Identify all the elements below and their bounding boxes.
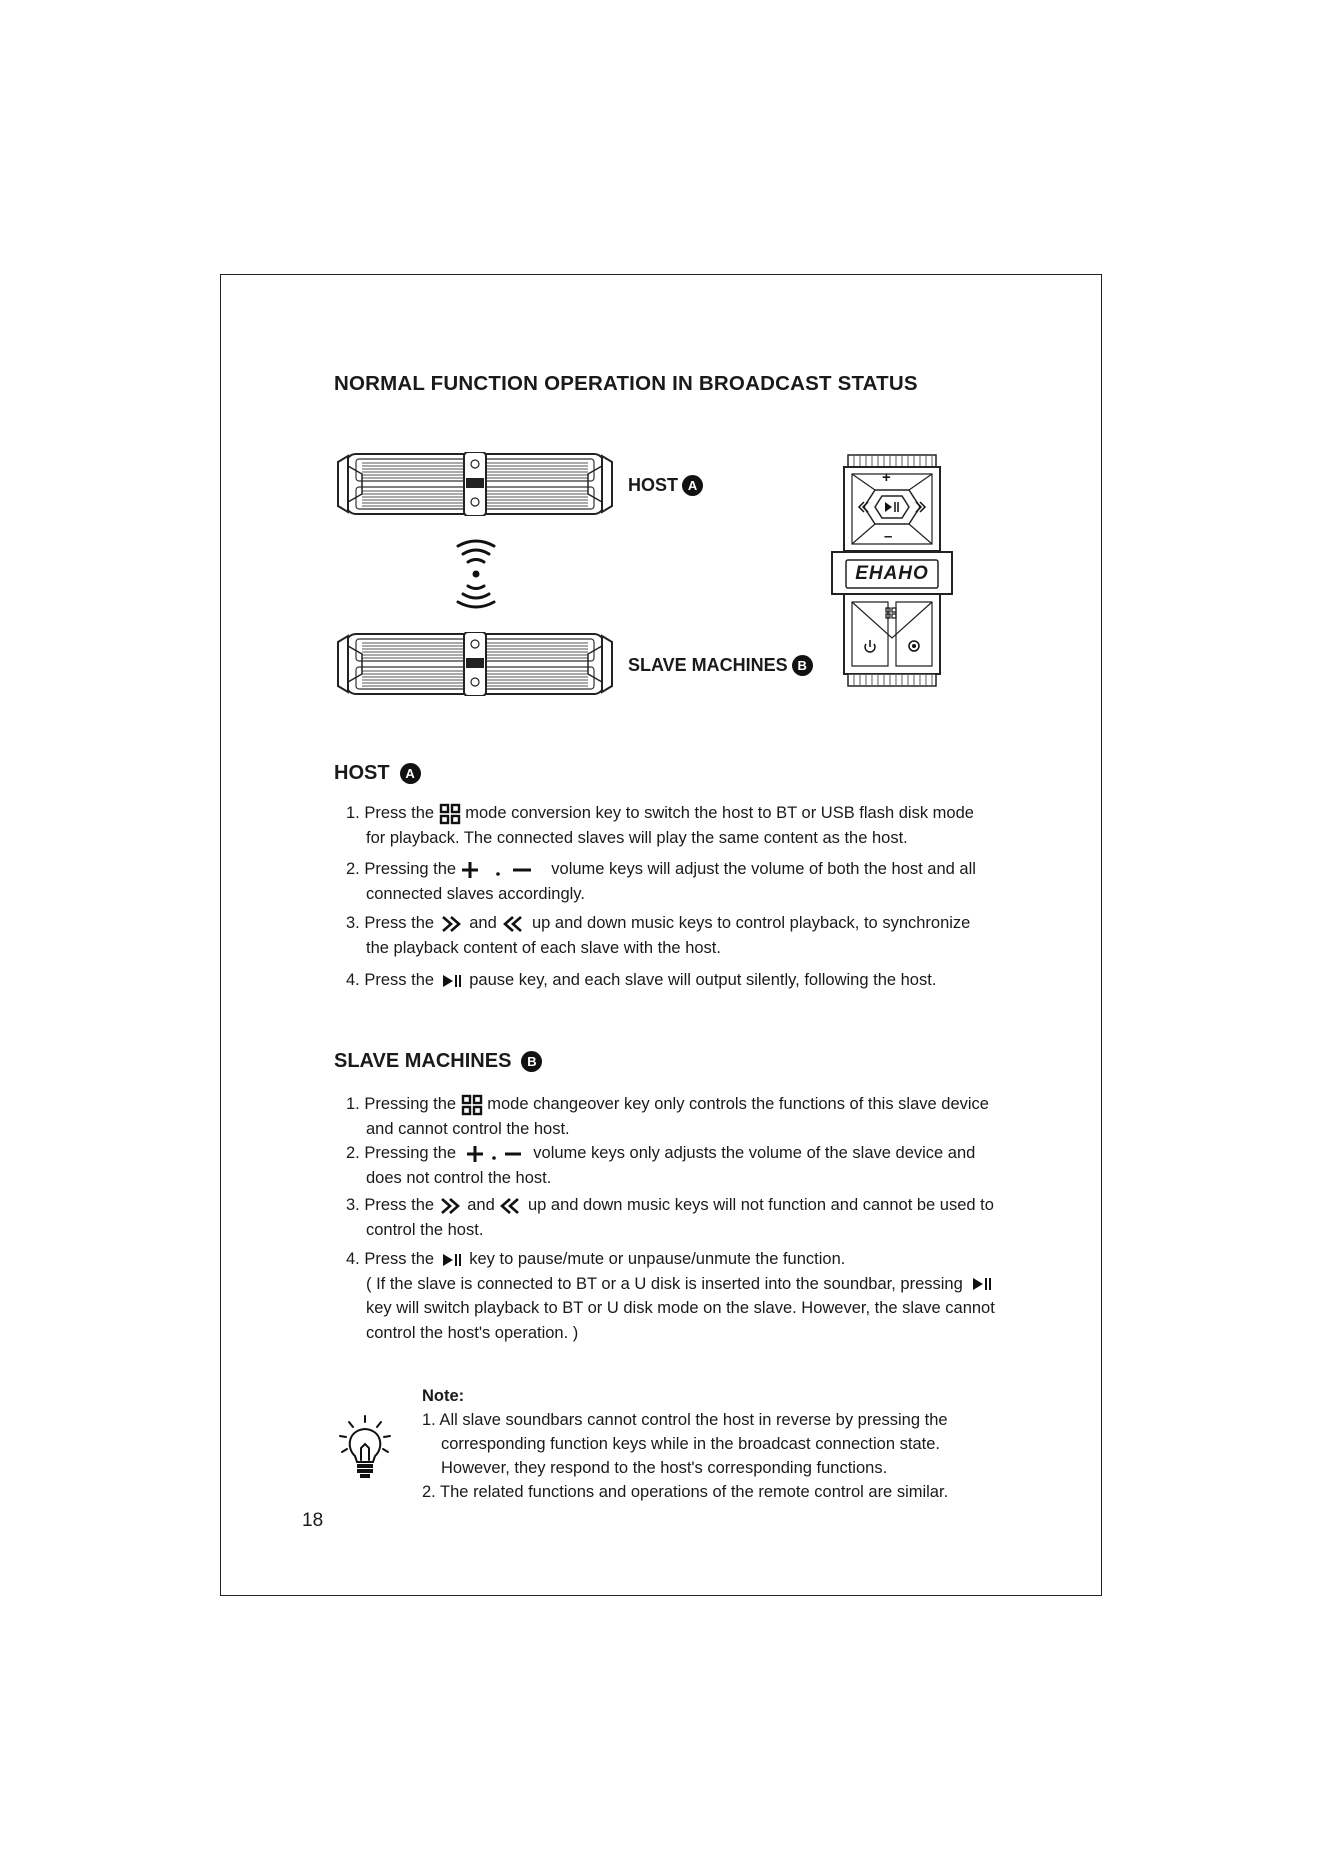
- page-title: NORMAL FUNCTION OPERATION IN BROADCAST STATUS: [334, 372, 918, 395]
- prev-icon: [499, 1196, 523, 1216]
- item-text: Pressing the: [364, 1144, 457, 1162]
- item-note-text: key will switch playback to BT or U disk mode on the slave. However, the slave cannot: [366, 1299, 995, 1317]
- item-text: Press the: [364, 804, 435, 822]
- play-pause-icon: [967, 1275, 993, 1293]
- note-line: corresponding function keys while in the broadcast connection state.: [441, 1435, 940, 1453]
- item-text: Pressing the: [364, 860, 457, 878]
- note-line: However, they respond to the host's corresponding functions.: [441, 1459, 888, 1477]
- panel-minus-label: –: [884, 528, 893, 545]
- host-soundbar-image: [334, 452, 616, 516]
- slave-item-4: [346, 1247, 995, 1345]
- item-text: Press the: [364, 1196, 435, 1214]
- slave-badge: B: [792, 655, 813, 676]
- item-text: volume keys only adjusts the volume of the slave device and: [533, 1144, 976, 1162]
- item-text: and: [467, 1196, 495, 1214]
- note-block: [422, 1384, 948, 1504]
- item-number: 2.: [346, 1144, 360, 1162]
- lightbulb-icon: [336, 1414, 394, 1480]
- host-heading: [334, 762, 421, 785]
- item-text: up and down music keys to control playback, to synchronize: [531, 914, 971, 932]
- item-number: 2.: [346, 860, 360, 878]
- host-label: [628, 475, 703, 496]
- item-number: 1.: [346, 804, 360, 822]
- slave-label-text: SLAVE MACHINES: [628, 655, 788, 675]
- note-title: Note:: [422, 1387, 465, 1405]
- slave-item-2: [346, 1141, 975, 1190]
- plus-icon: [467, 1146, 483, 1162]
- host-item-2: [346, 857, 976, 906]
- item-text-continued: and cannot control the host.: [366, 1119, 570, 1138]
- host-heading-text: HOST: [334, 762, 390, 784]
- item-number: 4.: [346, 1250, 360, 1268]
- item-number: 1.: [346, 1095, 360, 1113]
- host-heading-badge: A: [400, 763, 421, 784]
- item-text-continued: connected slaves accordingly.: [366, 884, 585, 903]
- note-line: 1. All slave soundbars cannot control the host in reverse by pressing the: [422, 1411, 948, 1429]
- slave-item-3: [346, 1193, 994, 1242]
- next-icon: [439, 914, 465, 934]
- mode-grid-icon: [461, 1094, 483, 1116]
- item-text: Press the: [364, 971, 435, 989]
- control-panel-image: [830, 452, 954, 690]
- mode-grid-icon: [439, 803, 461, 825]
- host-label-text: HOST: [628, 475, 679, 495]
- host-badge: A: [682, 475, 703, 496]
- item-note-text: ( If the slave is connected to BT or a U disk is inserted into the soundbar, pressing: [366, 1274, 963, 1293]
- slave-heading-badge: B: [521, 1051, 542, 1072]
- slave-heading: [334, 1050, 542, 1073]
- plus-icon: [462, 862, 478, 878]
- item-text: volume keys will adjust the volume of both the host and all: [551, 860, 976, 878]
- item-text: up and down music keys will not function and cannot be used to: [527, 1196, 994, 1214]
- item-number: 3.: [346, 1196, 360, 1214]
- brand-logo: EHAHO: [855, 563, 929, 584]
- item-text: Press the: [364, 914, 435, 932]
- slave-soundbar-image: [334, 632, 616, 696]
- slave-heading-text: SLAVE MACHINES: [334, 1050, 512, 1072]
- page-number: 18: [302, 1510, 324, 1531]
- item-text: Press the: [364, 1250, 435, 1268]
- item-number: 3.: [346, 914, 360, 932]
- item-text-continued: the playback content of each slave with the host.: [366, 938, 721, 957]
- item-text: pause key, and each slave will output silently, following the host.: [469, 971, 937, 989]
- plus-minus-icons: [461, 859, 547, 881]
- slave-label: [628, 655, 813, 676]
- item-text-continued: for playback. The connected slaves will play the same content as the host.: [366, 828, 908, 847]
- slave-item-1: [346, 1092, 989, 1141]
- plus-minus-icons: [461, 1143, 529, 1165]
- panel-plus-label: +: [882, 469, 891, 486]
- item-number: 4.: [346, 971, 360, 989]
- next-icon: [439, 1196, 463, 1216]
- host-item-1: [346, 801, 974, 850]
- prev-icon: [501, 914, 527, 934]
- item-text-continued: does not control the host.: [366, 1168, 552, 1187]
- note-line: 2. The related functions and operations of the remote control are similar.: [422, 1483, 949, 1501]
- item-text: mode conversion key to switch the host to BT or USB flash disk mode: [465, 804, 974, 822]
- play-pause-icon: [439, 972, 465, 990]
- item-text: Pressing the: [364, 1095, 457, 1113]
- play-pause-icon: [439, 1251, 465, 1269]
- item-text: mode changeover key only controls the functions of this slave device: [487, 1095, 989, 1113]
- item-text: key to pause/mute or unpause/unmute the function.: [469, 1250, 846, 1268]
- host-item-4: [346, 968, 936, 993]
- wireless-signal-icon: [452, 536, 500, 612]
- item-text-continued: control the host.: [366, 1220, 484, 1239]
- host-item-3: [346, 911, 970, 960]
- item-note-text: control the host's operation. ): [366, 1323, 579, 1342]
- item-text: and: [469, 914, 497, 932]
